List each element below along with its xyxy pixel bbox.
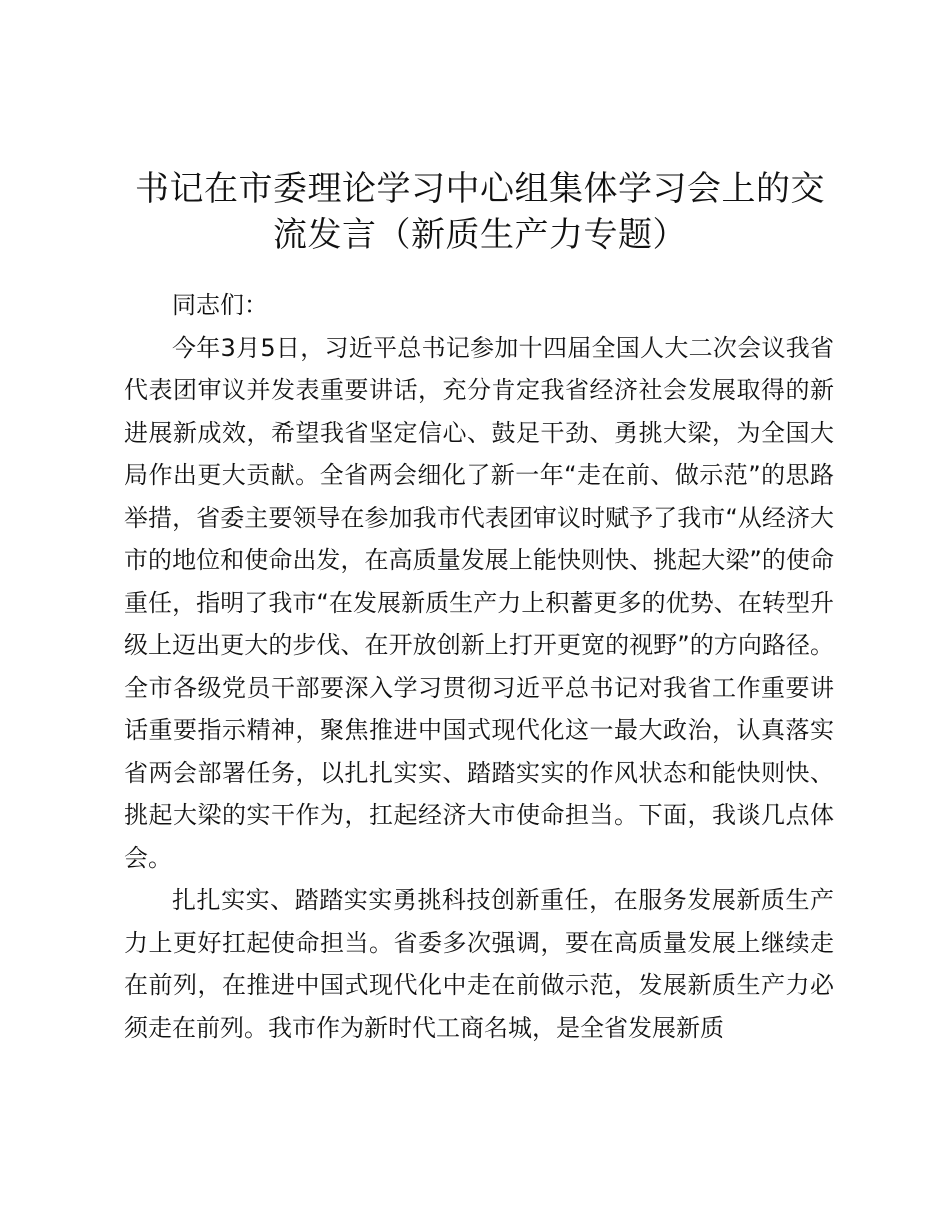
document-title: 书记在市委理论学习中心组集体学习会上的交流发言（新质生产力专题） <box>135 169 825 255</box>
paragraph-1: 今年3月5日，习近平总书记参加十四届全国人大二次会议我省代表团审议并发表重要讲话，充分肯定我省经济社会发展取得的新进展新成效，希望我省坚定信心、鼓足干劲、勇挑大梁，为全国大局作出更大贡献。全省两会细化了新一年“走在前、做示范”的思路举措，省委主要领导在参加我市代表团审议时赋予了我市“从经济大市的地位和使命出发，在高质量发展上能快则快、挑起大梁”的使命重任，指明了我市“在发展新质生产力上积蓄更多的优势、在转型升级上迈出更大的步伐、在开放创新上打开更宽的视野”的方向路径。全市各级党员干部要深入学习贯彻习近平总书记对我省工作重要讲话重要指示精神，聚焦推进中国式现代化这一最大政治，认真落实省两会部署任务，以扎扎实实、踏踏实实的作风状态和能快则快、挑起大梁的实干作为，扛起经济大市使命担当。下面，我谈几点体会。 <box>124 333 834 872</box>
document-body <box>124 284 834 1049</box>
salutation: 同志们： <box>172 291 268 319</box>
paragraph-2: 扎扎实实、踏踏实实勇挑科技创新重任，在服务发展新质生产力上更好扛起使命担当。省委多次强调，要在高质量发展上继续走在前列，在推进中国式现代化中走在前做示范，发展新质生产力必须走在前列。我市作为新时代工商名城，是全省发展新质 <box>124 886 834 1042</box>
